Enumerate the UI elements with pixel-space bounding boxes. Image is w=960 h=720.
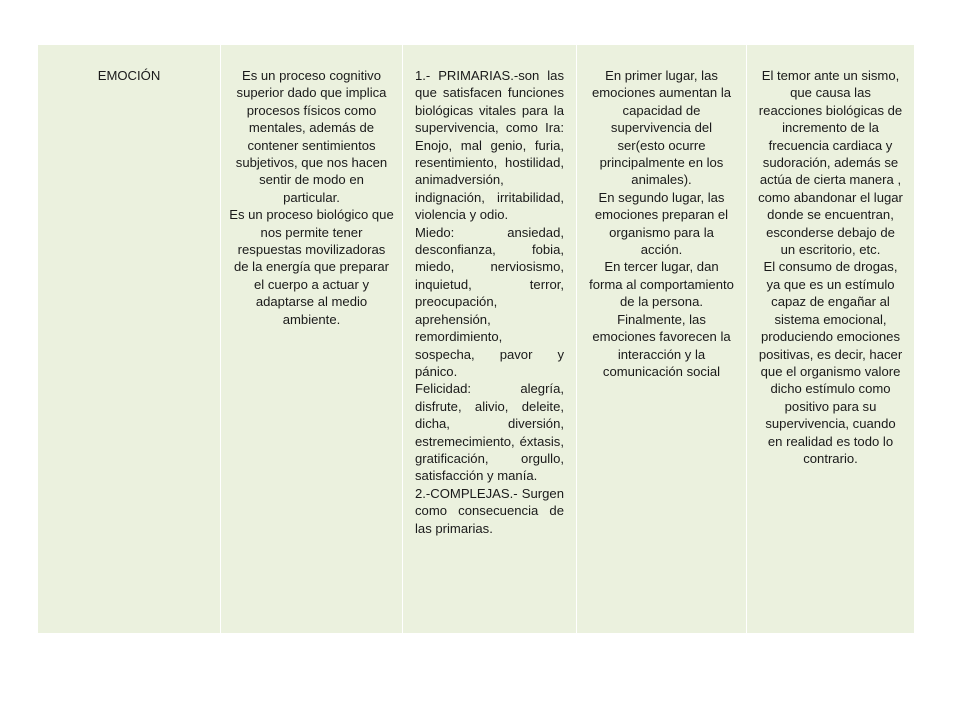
function-paragraph: En primer lugar, las emociones aumentan la capacidad de supervivencia del ser(esto ocurre principalmente en los animales).: [591, 68, 732, 188]
emotion-table: [38, 45, 914, 633]
classification-miedo: Miedo: ansiedad, desconfianza, fobia, miedo, nerviosismo, inquietud, terror, preocupación, aprehensión, remordimiento, sospecha, pavor y pánico.: [415, 224, 564, 379]
definition-paragraph: Es un proceso cognitivo superior dado que implica procesos físicos como mentales, además de contener sentimientos subjetivos, que nos hacen sentir de modo en particular.: [235, 68, 388, 205]
concept-label: EMOCIÓN: [97, 68, 161, 83]
classification-felicidad: Felicidad: alegría, disfrute, alivio, deleite, dicha, diversión, estremecimiento, éxtasis, gratificación, orgullo, satisfacción y manía.: [415, 381, 564, 484]
example-paragraph: El temor ante un sismo, que causa las reacciones biológicas de incremento de la frecuencia cardiaca y sudoración, además se actúa de cierta manera , como abandonar el lugar donde se encuentran, esconderse debajo de un escritorio, etc.: [758, 68, 903, 258]
cell-concept: [38, 45, 220, 633]
function-paragraph: En tercer lugar, dan forma al comportamiento de la persona.: [589, 259, 734, 310]
classification-complejas: 2.-COMPLEJAS.- Surgen como consecuencia de las primarias.: [415, 485, 564, 536]
example-paragraph: El consumo de drogas, ya que es un estímulo capaz de engañar al sistema emocional, produciendo emociones positivas, es decir, hacer que el organismo valore dicho estímulo como positivo para su supervivencia, cuando en realidad es todo lo contrario.: [758, 259, 903, 466]
cell-classification: [402, 45, 576, 633]
function-paragraph: Finalmente, las emociones favorecen la interacción y la comunicación social: [592, 311, 731, 379]
classification-primarias: 1.- PRIMARIAS.-son las que satisfacen funciones biológicas vitales para la supervivencia, como Ira: Enojo, mal genio, furia, resentimiento, hostilidad, animadversión, indignación, irritabilidad, violencia y odio.: [415, 68, 564, 223]
cell-definition: [220, 45, 402, 633]
function-paragraph: En segundo lugar, las emociones preparan el organismo para la acción.: [594, 189, 729, 258]
definition-paragraph: Es un proceso biológico que nos permite tener respuestas movilizadoras de la energía que preparar el cuerpo a actuar y adaptarse al medio ambiente.: [229, 207, 394, 327]
cell-functions: [576, 45, 746, 633]
cell-examples: [746, 45, 914, 633]
